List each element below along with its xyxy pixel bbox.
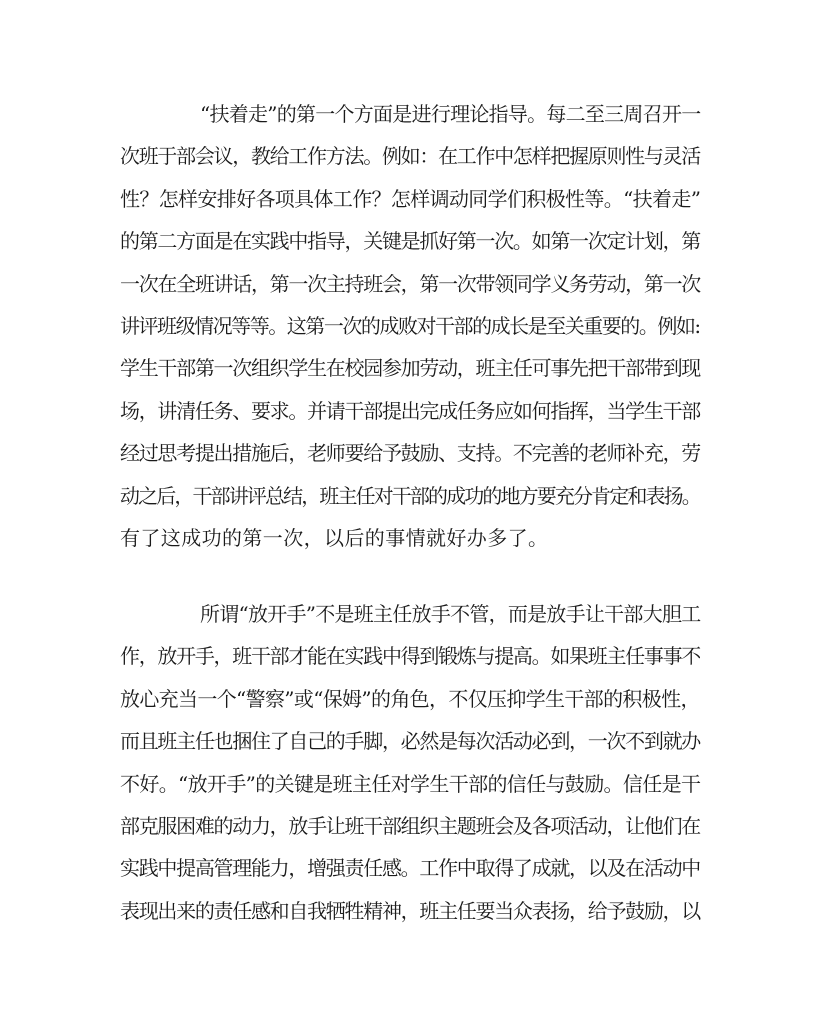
text-line: 实践中提高管理能力，增强责任感。工作中取得了成就，以及在活动中 <box>120 856 701 881</box>
text-line: 作，放开手，班干部才能在实践中得到锻炼与提高。如果班主任事事不 <box>120 644 701 669</box>
text-line: 部克服困难的动力，放手让班干部组织主题班会及各项活动，让他们在 <box>120 814 701 838</box>
text-line: 表现出来的责任感和自我牺牲精神，班主任要当众表扬，给予鼓励，以 <box>120 898 701 923</box>
text-line: 讲评班级情况等等。这第一次的成败对干部的成长是至关重要的。例如: <box>120 314 700 338</box>
text-line: 的第二方面是在实践中指导，关键是抓好第一次。如第一次定计划，第 <box>120 229 701 254</box>
text-line: 所谓“放开手”不是班主任放手不管，而是放手让干部大胆工 <box>200 602 701 626</box>
text-line: 次班于部会议，教给工作方法。例如：在工作中怎样把握原则性与灵活 <box>120 144 701 169</box>
text-line: “扶着走”的第一个方面是进行理论指导。每二至三周召开一 <box>200 102 701 126</box>
text-line: 学生干部第一次组织学生在校园参加劳动，班主任可事先把干部带到现 <box>120 356 701 381</box>
text-line: 经过思考提出措施后，老师要给予鼓励、支持。不完善的老师补充，劳 <box>120 441 701 466</box>
text-line: 动之后，干部讲评总结，班主任对干部的成功的地方要充分肯定和表扬。 <box>120 483 700 508</box>
text-line: 而且班主任也捆住了自己的手脚，必然是每次活动必到，一次不到就办 <box>120 729 701 754</box>
text-line: 性？怎样安排好各项具体工作？怎样调动同学们积极性等。“扶着走” <box>120 186 701 211</box>
text-line: 放心充当一个“警察”或“保姆”的角色，不仅压抑学生干部的积极性， <box>120 686 700 711</box>
text-line: 不好。“放开手”的关键是班主任对学生干部的信任与鼓励。信任是干 <box>120 771 701 796</box>
text-line: 有了这成功的第一次，以后的事情就好办多了。 <box>120 526 549 550</box>
text-line: 一次在全班讲话，第一次主持班会，第一次带领同学义务劳动，第一次 <box>120 271 701 296</box>
text-line: 场，讲清任务、要求。并请干部提出完成任务应如何指挥，当学生干部 <box>120 398 701 423</box>
